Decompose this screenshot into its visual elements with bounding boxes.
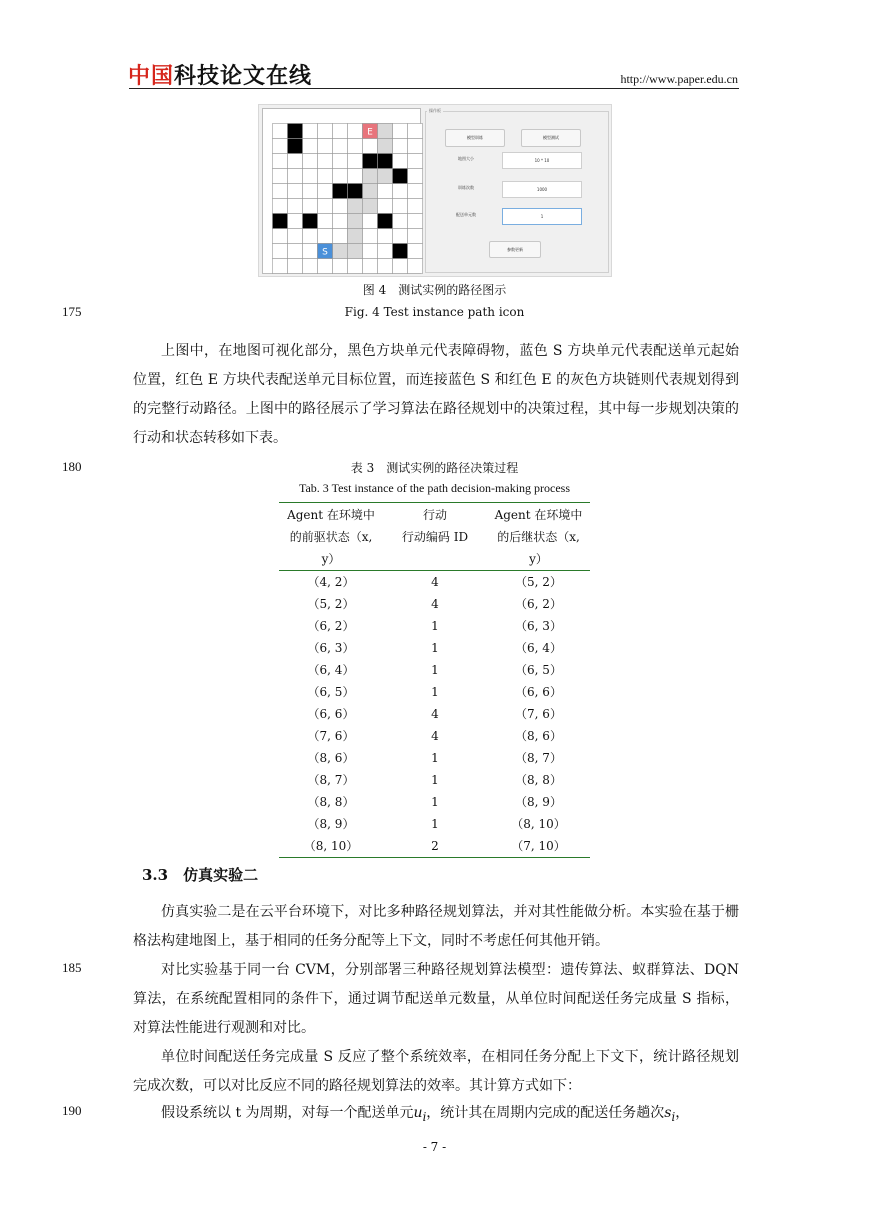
grid-cell (303, 259, 318, 274)
table-cell: （8, 8） (307, 795, 355, 809)
grid-cell (378, 184, 393, 199)
grid-cell (378, 244, 393, 259)
paragraph-assumption (133, 1099, 739, 1132)
table-cell: 1 (431, 619, 439, 633)
table-row (279, 615, 590, 637)
path-cell (363, 199, 378, 214)
obstacle-cell (378, 154, 393, 169)
header-text: Agent 在环境中 (287, 508, 375, 522)
grid-cell (318, 199, 333, 214)
header-text: 的后继状态（x, (497, 530, 580, 544)
table-body (279, 571, 590, 857)
grid-cell (273, 184, 288, 199)
table-cell: 1 (431, 641, 439, 655)
grid-cell (318, 184, 333, 199)
obstacle-cell (273, 214, 288, 229)
table-cell: （6, 3） (307, 641, 355, 655)
grid-cell (288, 199, 303, 214)
header-text: y） (529, 552, 548, 566)
grid-cell (393, 184, 408, 199)
path-decision-table (279, 502, 590, 858)
grid-cell (333, 214, 348, 229)
table-cell: （6, 4） (515, 641, 562, 655)
paragraph-text: 上图中，在地图可视化部分，黑色方块单元代表障碍物，蓝色 S 方块单元代表配送单元起始位置，红色 E 方块代表配送单元目标位置，而连接蓝色 S 和红色 E 的灰色方块链则代表规划得到的完整行动路径。上图中的路径展示了学习算法在路径规划中的决策过程，其中每一步规划决策的行动和状态转移如下表。 (133, 343, 739, 446)
grid-cell (378, 259, 393, 274)
table-row (279, 659, 590, 681)
table-cell: （4, 2） (307, 575, 355, 589)
table-cell: （8, 10） (511, 817, 566, 831)
table-cell: （6, 5） (307, 685, 355, 699)
grid-cell (288, 169, 303, 184)
text-span: ， (675, 1105, 690, 1121)
grid-cell (393, 259, 408, 274)
line-number: 180 (62, 459, 82, 474)
page-number: - 7 - (422, 1140, 447, 1154)
grid-cell (273, 244, 288, 259)
grid-cell (378, 199, 393, 214)
section-heading: 3.3 仿真实验二 (142, 866, 259, 884)
figure-caption-cn: 图 4 测试实例的路径图示 (362, 283, 507, 297)
obstacle-cell (363, 154, 378, 169)
grid-cell (408, 229, 423, 244)
grid-cell (348, 259, 363, 274)
table-cell: 4 (431, 575, 439, 589)
figure-caption-en: Fig. 4 Test instance path icon (344, 305, 525, 319)
header-text: 行动 (422, 508, 447, 522)
grid-cell (318, 229, 333, 244)
table-cell: （8, 6） (307, 751, 355, 765)
table-cell: （6, 6） (515, 685, 562, 699)
table-cell: （7, 6） (307, 729, 355, 743)
table-row (279, 681, 590, 703)
grid-cell (318, 154, 333, 169)
grid-cell (393, 199, 408, 214)
paragraph-metric-definition (133, 1043, 739, 1101)
path-cell (363, 184, 378, 199)
grid-cell (303, 124, 318, 139)
figure-path-screenshot (258, 104, 612, 277)
unit-count-input[interactable]: 1 (502, 208, 582, 225)
table-caption-en: Tab. 3 Test instance of the path decision-making process (298, 481, 571, 495)
math-var: s (664, 1105, 672, 1121)
path-cell (378, 124, 393, 139)
path-cell (348, 199, 363, 214)
grid-cell (303, 169, 318, 184)
grid-cell (288, 214, 303, 229)
grid-cell (408, 184, 423, 199)
grid-cell (273, 169, 288, 184)
grid-cell (333, 169, 348, 184)
table-cell: （8, 7） (307, 773, 355, 787)
header-next-state (487, 504, 590, 570)
table-row (279, 593, 590, 615)
path-cell (378, 139, 393, 154)
grid-cell (333, 124, 348, 139)
grid-cell (288, 259, 303, 274)
obstacle-cell (378, 214, 393, 229)
table-row (279, 813, 590, 835)
grid-cell (408, 139, 423, 154)
path-cell (363, 169, 378, 184)
grid-cell (363, 229, 378, 244)
grid-cell (318, 214, 333, 229)
table-cell: （6, 3） (515, 619, 562, 633)
table-cell: 1 (431, 773, 439, 787)
text-span: 假设系统以 t 为周期，对每一个配送单元 (161, 1105, 414, 1121)
paragraph-text: 单位时间配送任务完成量 S 反应了整个系统效率，在相同任务分配上下文下，统计路径规划完成次数，可以对比反应不同的路径规划算法的效率。其计算方式如下： (133, 1049, 739, 1094)
grid-cell (393, 214, 408, 229)
grid-cell (273, 124, 288, 139)
grid-cell (408, 124, 423, 139)
table-header (279, 503, 590, 570)
grid-cell (393, 229, 408, 244)
grid-cell (288, 244, 303, 259)
paragraph-figure-explanation (133, 337, 739, 453)
grid-cell (303, 244, 318, 259)
grid-cell (363, 259, 378, 274)
text-span: ，统计其在周期内完成的配送任务趟次 (426, 1105, 665, 1121)
table-cell: （6, 6） (307, 707, 355, 721)
journal-logo: 中国科技论文在线 (128, 64, 313, 89)
table-cell: （8, 7） (515, 751, 562, 765)
grid-cell (318, 169, 333, 184)
math-sub: i (422, 1109, 427, 1124)
unit-count-label: 配送单元数 (456, 212, 476, 217)
table-row (279, 769, 590, 791)
grid-cell (318, 139, 333, 154)
paragraph-text: 对比实验基于同一台 CVM，分别部署三种路径规划算法模型：遗传算法、蚁群算法、DQN 算法，在系统配置相同的条件下，通过调节配送单元数量，从单位时间配送任务完成量 S 指标，对算法性能进行观测和对比。 (133, 962, 739, 1036)
map-size-input[interactable]: 10 * 10 (502, 152, 582, 169)
grid-cell (273, 259, 288, 274)
math-sub: i (671, 1109, 676, 1124)
table-cell: （8, 10） (303, 839, 359, 853)
table-cell: （8, 9） (307, 817, 355, 831)
table-cell: 1 (431, 795, 439, 809)
table-cell: （5, 2） (307, 597, 355, 611)
obstacle-cell (393, 169, 408, 184)
grid-cell (408, 244, 423, 259)
obstacle-cell (288, 124, 303, 139)
control-panel-title: 操作板 (429, 108, 441, 113)
header-text: 的前驱状态（x, (289, 530, 373, 544)
header-rule (129, 88, 739, 89)
grid-cell (363, 244, 378, 259)
grid-cell (408, 199, 423, 214)
table-cell: （7, 6） (515, 707, 562, 721)
paragraph-text: 仿真实验二是在云平台环境下，对比多种路径规划算法，并对其性能做分析。本实验在基于栅格法构建地图上，基于相同的任务分配等上下文，同时不考虑任何其他开销。 (133, 904, 739, 949)
grid-cell (303, 199, 318, 214)
table-caption-cn: 表 3 测试实例的路径决策过程 (350, 461, 519, 475)
grid-cell (363, 214, 378, 229)
table-cell: （6, 2） (307, 619, 355, 633)
grid-cell (303, 229, 318, 244)
table-cell: 1 (431, 685, 439, 699)
test-button[interactable]: 模型测试 (521, 129, 581, 147)
grid-cell (333, 139, 348, 154)
paragraph-text (133, 1099, 739, 1132)
grid-cell (348, 169, 363, 184)
grid-cell (318, 124, 333, 139)
header-text: Agent 在环境中 (494, 508, 583, 522)
table-bottom-rule (279, 857, 590, 858)
grid-cell (378, 229, 393, 244)
table-cell: 1 (431, 663, 439, 677)
table-row (279, 835, 590, 857)
train-button[interactable]: 模型训练 (445, 129, 505, 147)
grid-cell (273, 139, 288, 154)
table-cell: （6, 5） (515, 663, 562, 677)
grid-cell (408, 154, 423, 169)
paragraph-comparison-setup (133, 956, 739, 1043)
obstacle-cell (348, 184, 363, 199)
table-row (279, 725, 590, 747)
grid-cell (288, 229, 303, 244)
grid-cell (303, 184, 318, 199)
grid-map (272, 123, 423, 274)
obstacle-cell (393, 244, 408, 259)
path-cell (333, 244, 348, 259)
grid-cell (348, 139, 363, 154)
grid-cell (348, 154, 363, 169)
table-row (279, 637, 590, 659)
path-cell (378, 169, 393, 184)
line-number: 175 (62, 304, 82, 319)
grid-cell (393, 124, 408, 139)
grid-cell (333, 229, 348, 244)
grid-cell (303, 154, 318, 169)
map-size-label: 地图大小 (458, 156, 474, 161)
grid-cell (333, 259, 348, 274)
end-label: E (367, 127, 373, 138)
train-count-input[interactable]: 1000 (502, 181, 582, 198)
grid-cell (333, 154, 348, 169)
grid-cell (333, 199, 348, 214)
table-cell: （5, 2） (515, 575, 562, 589)
table-cell: 4 (431, 707, 439, 721)
grid-cell (303, 139, 318, 154)
header-text: 行动编码 ID (401, 530, 469, 544)
path-cell (348, 244, 363, 259)
table-cell: （8, 8） (515, 773, 562, 787)
obstacle-cell (303, 214, 318, 229)
map-canvas (262, 108, 421, 274)
table-cell: （8, 9） (515, 795, 562, 809)
table-row (279, 747, 590, 769)
header-action (383, 504, 487, 570)
obstacle-cell (333, 184, 348, 199)
table-cell: （8, 6） (515, 729, 562, 743)
table-cell: 2 (431, 839, 439, 853)
table-row (279, 571, 590, 593)
table-cell: （6, 4） (307, 663, 355, 677)
header-url: http://www.paper.edu.cn (620, 72, 738, 86)
path-cell (348, 214, 363, 229)
grid-cell (288, 154, 303, 169)
grid-cell (408, 214, 423, 229)
grid-cell (273, 199, 288, 214)
start-label: S (322, 247, 328, 258)
table-cell: 1 (431, 751, 439, 765)
path-cell (348, 229, 363, 244)
line-number: 185 (62, 960, 82, 975)
header-prev-state (279, 504, 383, 570)
table-cell: （7, 10） (511, 839, 566, 853)
table-cell: 4 (431, 597, 439, 611)
grid-cell (318, 259, 333, 274)
table-row (279, 703, 590, 725)
table-cell: 1 (431, 817, 439, 831)
grid-cell (273, 229, 288, 244)
grid-cell (348, 124, 363, 139)
paragraph-experiment-2-intro (133, 898, 739, 956)
grid-cell (288, 184, 303, 199)
table-cell: 4 (431, 729, 439, 743)
header-text: y） (321, 552, 341, 566)
math-var: u (413, 1105, 423, 1121)
grid-cell (408, 259, 423, 274)
table-cell: （6, 2） (515, 597, 562, 611)
update-params-button[interactable]: 参数更新 (489, 241, 541, 258)
grid-cell (408, 169, 423, 184)
line-number: 190 (62, 1103, 82, 1118)
obstacle-cell (288, 139, 303, 154)
grid-cell (273, 154, 288, 169)
grid-cell (363, 139, 378, 154)
grid-cell (393, 154, 408, 169)
grid-cell (393, 139, 408, 154)
train-count-label: 训练次数 (458, 185, 474, 190)
table-row (279, 791, 590, 813)
